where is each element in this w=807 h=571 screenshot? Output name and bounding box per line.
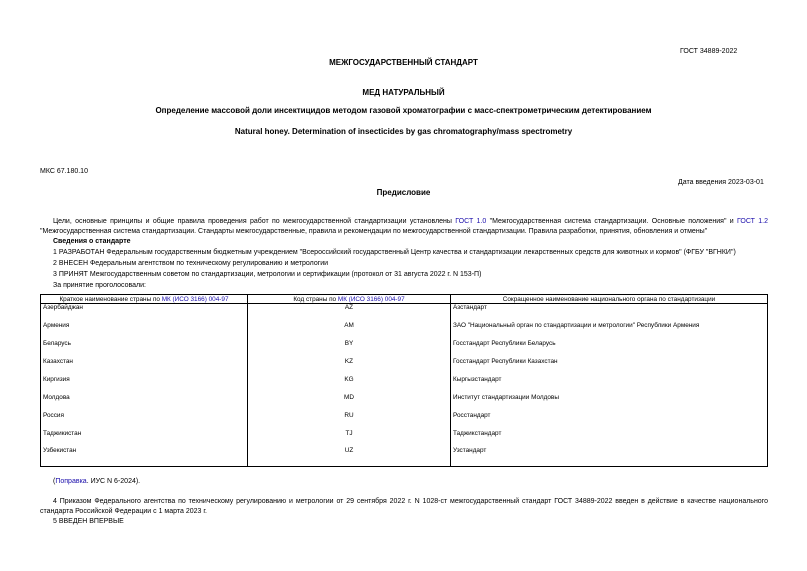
code-cell: KG (248, 376, 451, 394)
document-title: МЕД НАТУРАЛЬНЫЙ (362, 88, 445, 97)
code-cell: TJ (248, 430, 451, 448)
item-5-first-introduced: 5 ВВЕДЕН ВПЕРВЫЕ (53, 518, 124, 525)
document-subtitle-en: Natural honey. Determination of insecticides by gas chromatography/mass spectrometry (234, 127, 573, 136)
amendment-link[interactable]: Поправка (55, 478, 87, 485)
code-cell: BY (248, 340, 451, 358)
table-row (41, 412, 768, 430)
country-cell: Беларусь (41, 340, 248, 358)
table-header-row (41, 295, 768, 304)
document-subtitle-ru: Определение массовой доли инсектицидов методом газовой хроматографии с масс-спектрометрическим детектированием (155, 106, 652, 115)
item-2-submitted: 2 ВНЕСЕН Федеральным агентством по техническому регулированию и метрологии (53, 260, 329, 267)
code-cell: KZ (248, 358, 451, 376)
country-cell: Узбекистан (41, 447, 248, 466)
mks-code: МКС 67.180.10 (40, 168, 88, 175)
table-row (41, 304, 768, 323)
country-cell: Азербайджан (41, 304, 248, 323)
document-code: ГОСТ 34889-2022 (680, 48, 738, 55)
preface-heading: Предисловие (376, 188, 431, 197)
item-1-developed: 1 РАЗРАБОТАН Федеральным государственным бюджетным учреждением "Всероссийский государственный Центр качества и стандартизации лекарственных средств для животных и кормов" (ФГБУ "ВГНКИ") (53, 249, 736, 256)
standards-body-cell: Госстандарт Республики Беларусь (451, 340, 768, 358)
preface-paragraph (40, 217, 768, 237)
standard-type-heading: МЕЖГОСУДАРСТВЕННЫЙ СТАНДАРТ (329, 58, 478, 67)
standards-body-cell: Узстандарт (451, 447, 768, 466)
amendment-note: (Поправка. ИУС N 6-2024). (53, 478, 141, 485)
country-cell: Киргизия (41, 376, 248, 394)
mk-iso-3166-link[interactable]: МК (ИСО 3166) 004-97 (161, 295, 229, 303)
standards-body-cell: Таджикстандарт (451, 430, 768, 448)
code-cell: MD (248, 394, 451, 412)
table-row (41, 376, 768, 394)
country-cell: Армения (41, 322, 248, 340)
country-cell: Казахстан (41, 358, 248, 376)
table-row (41, 322, 768, 340)
standards-body-cell: Росстандарт (451, 412, 768, 430)
table-row (41, 340, 768, 358)
preface-text-part: "Межгосударственная система стандартизации. Стандарты межгосударственные, правила и рекомендации по межгосударственной стандартизации. Правила разработки, принятия, обновления и отмены" (40, 228, 708, 235)
country-cell: Молдова (41, 394, 248, 412)
item-4-order: 4 Приказом Федерального агентства по техническому регулированию и метрологии от 29 сентября 2022 г. N 1028-ст межгосударственный стандарт ГОСТ 34889-2022 введен в действие в качестве национального стандарта Российской Федерации с 1 марта 2023 г. (40, 498, 768, 515)
header-country-code: Код страны по МК (ИСО 3166) 004-97 (248, 295, 451, 304)
introduction-date: Дата введения 2023-03-01 (678, 179, 764, 186)
table-row (41, 447, 768, 466)
preface-text-part: Цели, основные принципы и общие правила проведения работ по межгосударственной стандартизации установлены (53, 218, 456, 225)
table-row (41, 358, 768, 376)
voted-label: За принятие проголосовали: (53, 282, 146, 289)
code-cell: RU (248, 412, 451, 430)
standards-body-cell: Азстандарт (451, 304, 768, 323)
table-row (41, 394, 768, 412)
preface-text-part: "Межгосударственная система стандартизации. Основные положения" и (486, 218, 737, 225)
header-standards-body: Сокращенное наименование национального органа по стандартизации (451, 295, 768, 304)
code-cell: UZ (248, 447, 451, 466)
standards-body-cell: Госстандарт Республики Казахстан (451, 358, 768, 376)
mk-iso-3166-link[interactable]: МК (ИСО 3166) 004-97 (337, 295, 405, 303)
standards-body-cell: ЗАО "Национальный орган по стандартизации и метрологии" Республики Армения (451, 322, 768, 340)
country-cell: Таджикистан (41, 430, 248, 448)
gost-1-0-link[interactable]: ГОСТ 1.0 (455, 218, 487, 225)
standards-body-cell: Институт стандартизации Молдовы (451, 394, 768, 412)
code-cell: AM (248, 322, 451, 340)
gost-1-2-link[interactable]: ГОСТ 1.2 (737, 218, 768, 225)
voting-countries-table (40, 294, 768, 467)
item-3-adopted: 3 ПРИНЯТ Межгосударственным советом по стандартизации, метрологии и сертификации (протокол от 31 августа 2022 г. N 153-П) (53, 271, 482, 278)
country-cell: Россия (41, 412, 248, 430)
header-country-name: Краткое наименование страны по МК (ИСО 3166) 004-97 (41, 295, 248, 304)
standards-body-cell: Кыргызстандарт (451, 376, 768, 394)
standard-info-heading: Сведения о стандарте (53, 238, 131, 245)
table-row (41, 430, 768, 448)
code-cell: AZ (248, 304, 451, 323)
